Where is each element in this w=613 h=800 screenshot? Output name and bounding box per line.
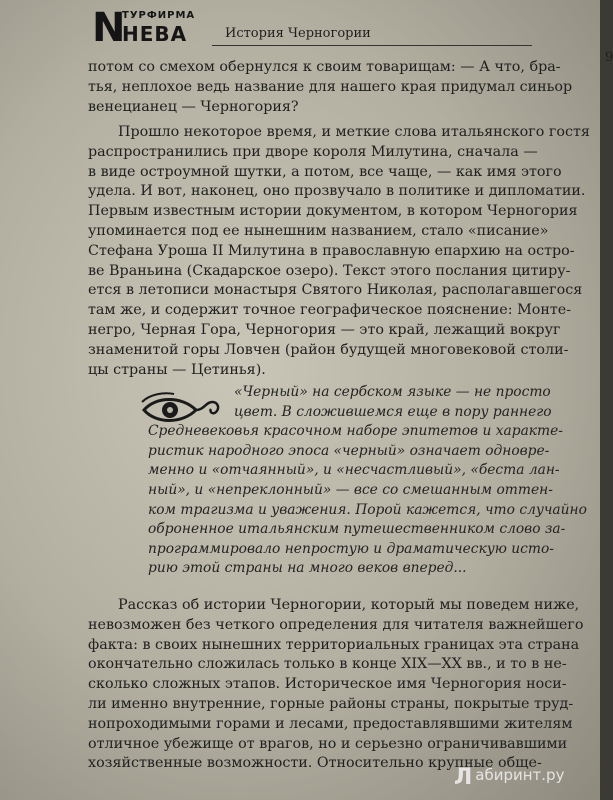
note-line: цвет. В сложившемся еще в пору раннего <box>234 403 552 420</box>
text-line: упоминается под ее нынешним названием, стало «писание» <box>88 222 549 239</box>
text-line: сколько сложных этапов. Историческое имя Черногория носи- <box>88 676 567 693</box>
text-line: отличное убежище от врагов, но и серьезно ограничивавшими <box>88 735 568 752</box>
note-line: ристик народного эпоса «черный» означает одновре- <box>148 442 550 459</box>
note-line: Средневековья красочном наборе эпитетов и характе- <box>148 423 563 440</box>
note-line: «Черный» на сербском языке — не просто <box>234 384 551 400</box>
text-line: нопроходимыми горами и лесами, предоставлявшими жителям <box>88 715 573 732</box>
text-line: ется в летописи монастыря Святого Николая, располагавшегося <box>88 282 583 299</box>
watermark-mark: Л <box>454 765 473 790</box>
note-line: оброненное итальянским путешественником слово за- <box>148 521 566 538</box>
page-header <box>92 5 613 65</box>
watermark-text: абиринт.ру <box>475 766 565 784</box>
note-line: менно и «отчаянный», и «несчастливый», «беста лан- <box>148 462 560 479</box>
note-line: программировало непростую и драматическую исто- <box>148 540 554 557</box>
text-line: там же, и содержит точное географическое пояснение: Монте- <box>88 302 572 319</box>
text-line: ли именно внутренние, горные районы страны, покрытые труд- <box>88 695 574 712</box>
text-line: Прошло некоторое время, и меткие слова итальянского гостя <box>118 124 590 140</box>
text-line: хозяйственные возможности. Относительно крупные обще- <box>88 755 542 772</box>
text-line: распространились при дворе короля Милутина, сначала — <box>88 143 538 160</box>
note-line: рию этой страны на много веков вперед... <box>148 560 467 577</box>
text-line: Рассказ об истории Черногории, который мы поведем ниже, <box>118 597 580 613</box>
paragraph-borders <box>88 596 584 774</box>
text-line: Первым известным истории документом, в котором Черногория <box>88 203 578 220</box>
running-title: История Черногории <box>225 26 371 41</box>
text-line: знаменитой горы Ловчен (район будущей многовековой столи- <box>88 341 569 358</box>
paragraph-continued <box>88 58 573 117</box>
text-line: потом со смехом обернулся к своим товарищам: — А что, бра- <box>88 59 561 75</box>
page-number: 9 <box>605 50 613 65</box>
text-line: негро, Черная Гора, Черногория — это край, лежащий вокруг <box>88 321 561 338</box>
text-line: тья, неплохое ведь название для нашего края придумал синьор <box>88 78 573 95</box>
text-line: в виде остроумной шутки, а потом, все чаще, — как имя этого <box>88 163 562 180</box>
text-line: окончательно сложилась только в конце XIX—XX вв., и то в не- <box>88 656 567 673</box>
text-line: венецианец — Черногория? <box>88 98 299 115</box>
watermark <box>454 765 564 790</box>
text-line: цы страны — Цетинья). <box>88 361 266 378</box>
publisher-logo <box>92 5 212 51</box>
note-line: ком трагизма и уважения. Порой кажется, что случайно <box>148 501 587 518</box>
paragraph-history <box>88 123 590 380</box>
text-line: ве Враньина (Скадарское озеро). Текст этого послания цитиру- <box>88 262 571 279</box>
header-rule <box>212 45 532 46</box>
text-line: удела. И вот, наконец, оно прозвучало в политике и дипломатии. <box>88 183 586 200</box>
logo-top-text: ТУРФИРМА <box>122 10 196 21</box>
text-line: Стефана Уроша II Милутина в православную епархию на остро- <box>88 242 575 259</box>
text-line: невозможен без четкого определения для читателя важнейшего <box>88 616 584 633</box>
note-line: ный», и «непреклонный» — все со смешанным оттен- <box>148 481 553 498</box>
text-line: факта: в своих нынешних территориальных границах эта страна <box>88 636 580 653</box>
sidebar-note <box>148 383 587 579</box>
logo-bottom-text: НЕВА <box>122 22 188 46</box>
logo-letter: N <box>92 5 126 51</box>
